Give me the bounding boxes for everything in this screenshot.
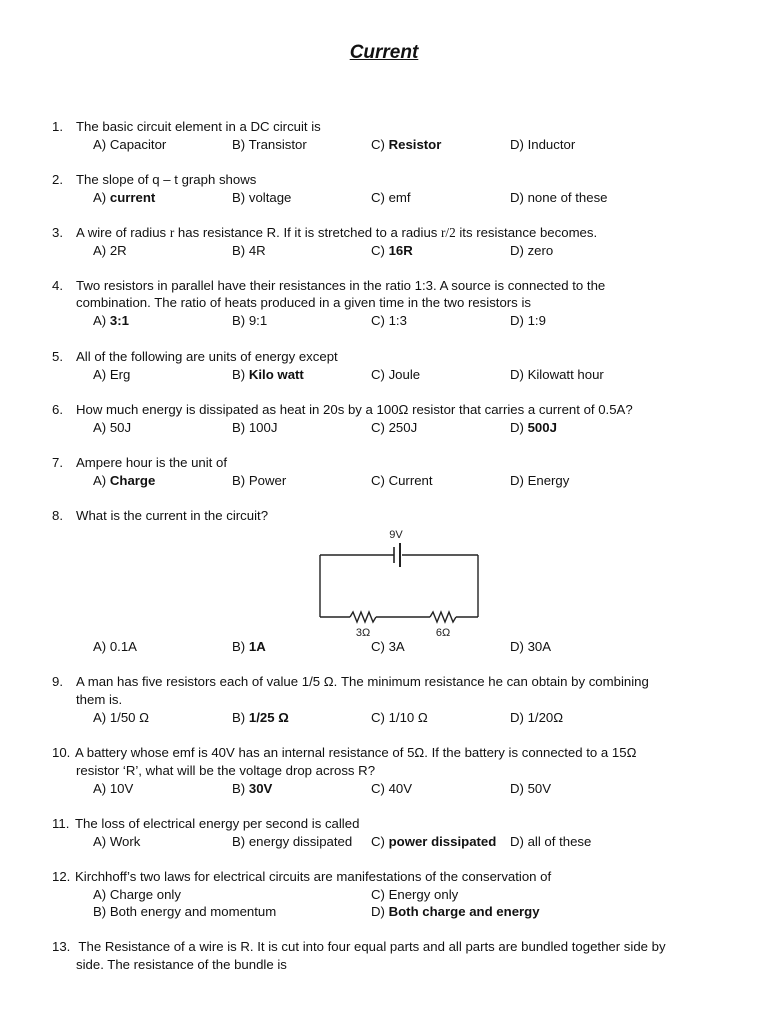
answer-key: 16R [388, 243, 413, 258]
question-text: A man has five resistors each of value 1/5 Ω. The minimum resistance he can obtain by combining [76, 674, 649, 689]
question-number: 13. [52, 939, 71, 954]
question-text: Ampere hour is the unit of [76, 455, 228, 470]
resistor-6ohm [430, 612, 456, 622]
option-c: C) Joule [371, 367, 421, 382]
option-a: A) Charge only [93, 887, 181, 902]
resistor-label-1: 3Ω [355, 627, 371, 639]
option-b: B) 30V [232, 781, 273, 796]
question-number: 4. [52, 278, 63, 293]
option-a: A) Capacitor [93, 137, 167, 152]
question-text-cont: side. The resistance of the bundle is [76, 957, 287, 972]
page-title: Current [349, 42, 419, 63]
question-text: How much energy is dissipated as heat in 20s by a 100Ω resistor that carries a current of 0.5A? [76, 402, 633, 417]
answer-key: 1A [248, 639, 266, 654]
question-text: A battery whose emf is 40V has an internal resistance of 5Ω. If the battery is connected to a 15Ω [75, 745, 637, 760]
question-number: 1. [52, 119, 63, 134]
question-text: Two resistors in parallel have their resistances in the ratio 1:3. A source is connected to the [76, 278, 606, 293]
question-number: 8. [52, 508, 63, 523]
option-a: A) current [93, 190, 156, 205]
answer-key: 3:1 [109, 313, 129, 328]
option-b: B) 1/25 Ω [232, 710, 289, 725]
question-text: What is the current in the circuit? [76, 508, 269, 523]
option-a: A) 50J [93, 420, 132, 435]
option-c: C) 40V [371, 781, 413, 796]
question-text-cont: them is. [76, 692, 123, 707]
question-text: The slope of q – t graph shows [76, 172, 257, 187]
answer-key: Both charge and energy [388, 904, 540, 919]
option-c: C) 16R [371, 243, 413, 258]
option-c: C) 3A [371, 639, 405, 654]
question-number: 3. [52, 225, 63, 240]
option-c: C) 250J [371, 420, 418, 435]
option-b: B) 100J [232, 420, 278, 435]
option-a: A) Erg [93, 367, 131, 382]
option-b: B) Power [232, 473, 287, 488]
option-b: B) Transistor [232, 137, 307, 152]
answer-key: 30V [248, 781, 273, 796]
question-text: A wire of radius r has resistance R. If it is stretched to a radius r/2 its resistance becomes. [76, 225, 598, 240]
option-a: A) 0.1A [93, 639, 137, 654]
question-text: The loss of electrical energy per second is called [75, 816, 360, 831]
option-c: C) emf [371, 190, 411, 205]
option-a: A) Charge [93, 473, 156, 488]
option-b: B) Both energy and momentum [93, 904, 277, 919]
option-b: B) energy dissipated [232, 834, 353, 849]
option-d: D) all of these [510, 834, 592, 849]
question-number: 6. [52, 402, 63, 417]
option-a: A) 1/50 Ω [93, 710, 150, 725]
answer-key: Resistor [388, 137, 442, 152]
question-text: The basic circuit element in a DC circuit is [76, 119, 321, 134]
option-a: A) Work [93, 834, 141, 849]
option-b: B) 4R [232, 243, 266, 258]
option-d: D) Kilowatt hour [510, 367, 604, 382]
question-number: 10. [52, 745, 71, 760]
option-d: D) zero [510, 243, 554, 258]
answer-key: 1/25 Ω [248, 710, 289, 725]
answer-key: current [109, 190, 156, 205]
option-c: C) power dissipated [371, 834, 497, 849]
option-c: C) 1:3 [371, 313, 407, 328]
option-d: D) 30A [510, 639, 552, 654]
option-a: A) 10V [93, 781, 134, 796]
question-text-cont: resistor ‘R’, what will be the voltage drop across R? [76, 763, 376, 778]
option-a: A) 2R [93, 243, 127, 258]
option-c: C) Resistor [371, 137, 442, 152]
answer-key: Charge [109, 473, 156, 488]
option-b: B) 1A [232, 639, 266, 654]
option-d: D) 1:9 [510, 313, 546, 328]
question-number: 5. [52, 349, 63, 364]
option-c: C) Current [371, 473, 433, 488]
option-d: D) 500J [510, 420, 557, 435]
resistor-label-2: 6Ω [435, 627, 451, 639]
answer-key: power dissipated [388, 834, 497, 849]
option-d: D) 50V [510, 781, 552, 796]
option-d: D) Energy [510, 473, 570, 488]
resistor-3ohm [350, 612, 376, 622]
option-b: B) Kilo watt [232, 367, 304, 382]
question-number: 12. [52, 869, 71, 884]
question-text: All of the following are units of energy except [76, 349, 338, 364]
option-c: C) 1/10 Ω [371, 710, 428, 725]
option-d: D) Inductor [510, 137, 576, 152]
question-text: Kirchhoff’s two laws for electrical circuits are manifestations of the conservation of [75, 869, 552, 884]
option-d: D) Both charge and energy [371, 904, 540, 919]
option-d: D) none of these [510, 190, 608, 205]
question-number: 7. [52, 455, 63, 470]
question-number: 9. [52, 674, 63, 689]
battery-label: 9V [389, 529, 403, 541]
option-b: B) voltage [232, 190, 292, 205]
circuit-diagram [312, 525, 492, 645]
option-d: D) 1/20Ω [510, 710, 564, 725]
option-c: C) Energy only [371, 887, 459, 902]
answer-key: Kilo watt [248, 367, 304, 382]
option-b: B) 9:1 [232, 313, 268, 328]
answer-key: 500J [527, 420, 557, 435]
question-number: 11. [52, 816, 70, 831]
option-a: A) 3:1 [93, 313, 129, 328]
question-number: 2. [52, 172, 63, 187]
question-text-cont: combination. The ratio of heats produced in a given time in the two resistors is [76, 295, 531, 310]
question-text: The Resistance of a wire is R. It is cut into four equal parts and all parts are bundled together side by [75, 939, 666, 954]
